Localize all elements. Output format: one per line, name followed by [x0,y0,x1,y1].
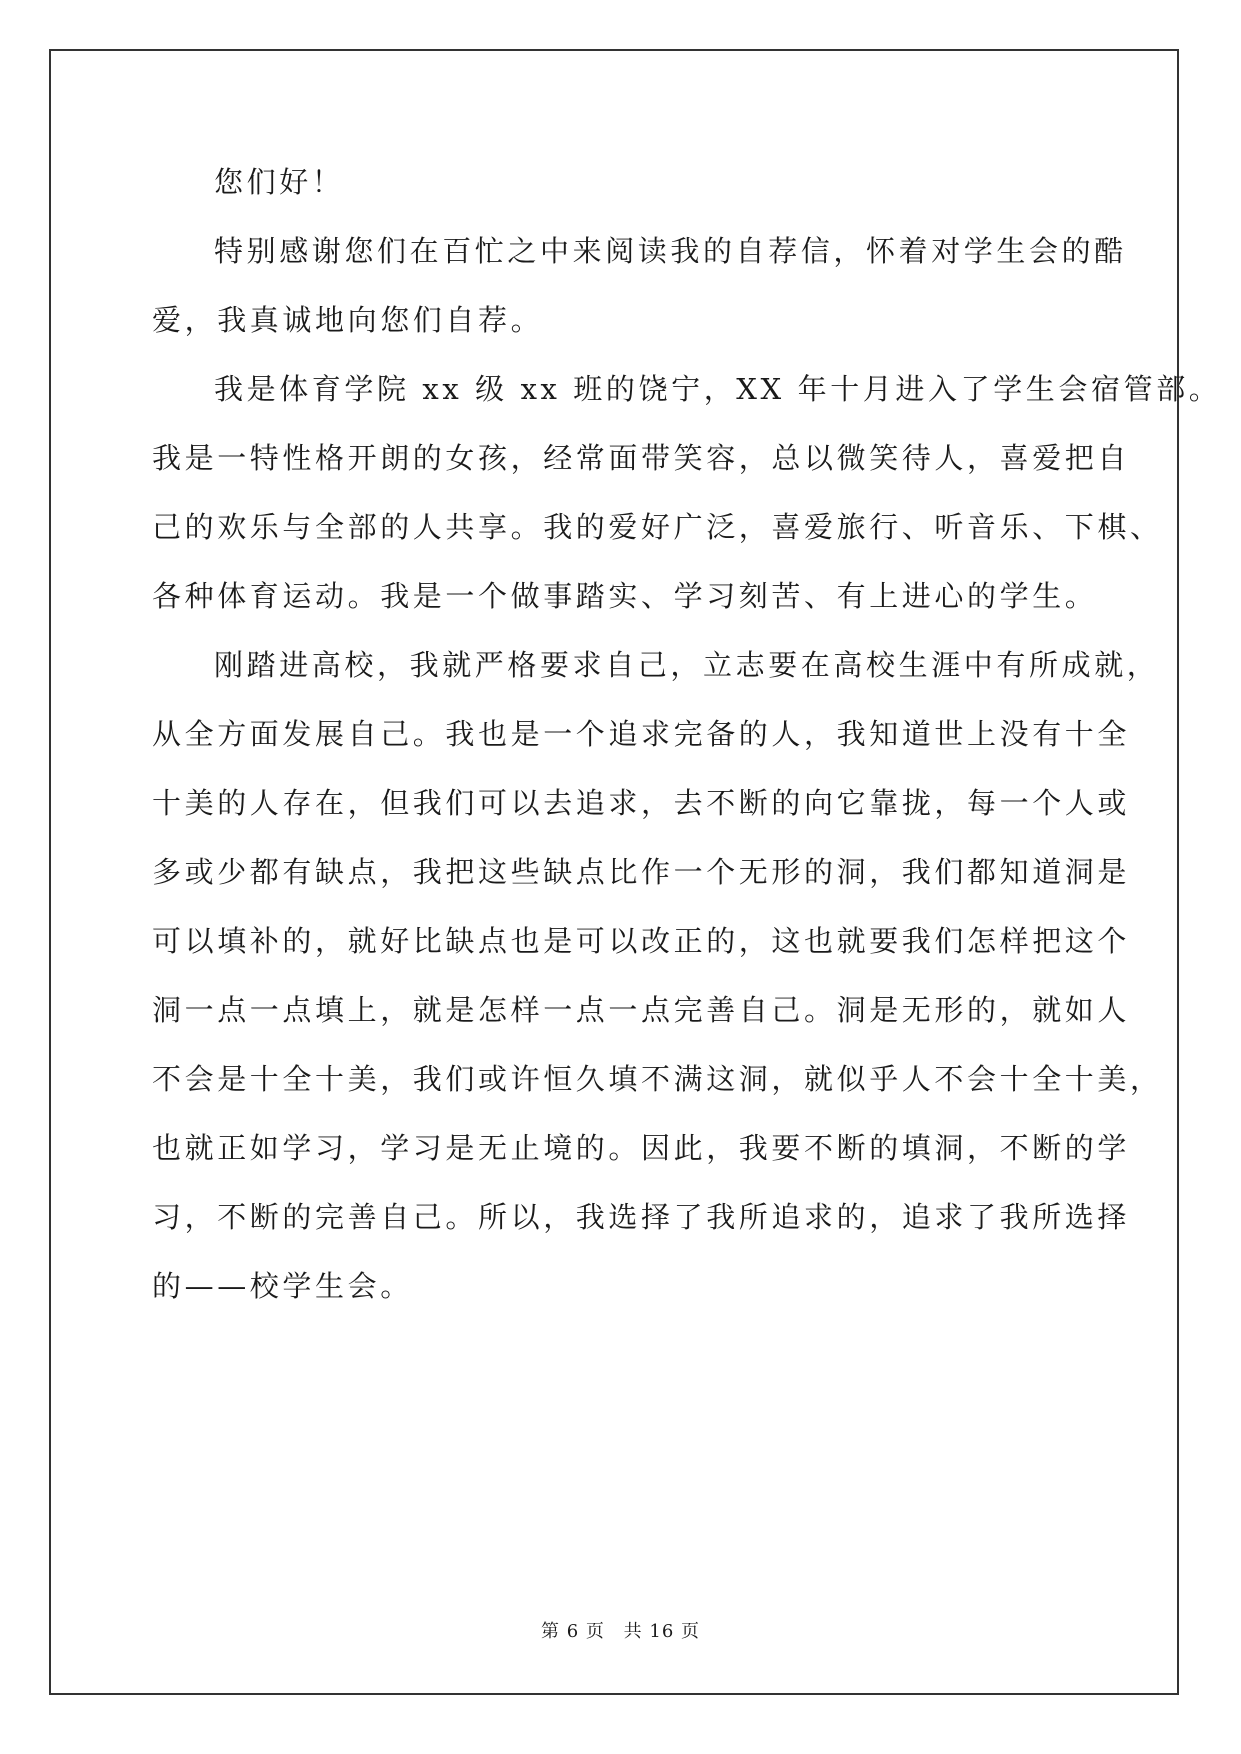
text-line: 各种体育运动。我是一个做事踏实、学习刻苦、有上进心的学生。 [152,579,1098,613]
text-line: 爱，我真诚地向您们自荐。 [152,303,544,337]
page-footer [0,1620,1241,1644]
text-line: 特别感谢您们在百忙之中来阅读我的自荐信，怀着对学生会的酷 [214,234,1127,268]
text-line: 也就正如学习，学习是无止境的。因此，我要不断的填洞，不断的学 [152,1131,1131,1165]
text-line: 从全方面发展自己。我也是一个追求完备的人，我知道世上没有十全 [152,717,1131,751]
text-line: 我是体育学院 xx 级 xx 班的饶宁，XX 年十月进入了学生会宿管部。 [214,372,1222,406]
text-line: 不会是十全十美，我们或许恒久填不满这洞，就似乎人不会十全十美， [152,1062,1163,1096]
text-line: 习，不断的完善自己。所以，我选择了我所追求的，追求了我所选择 [152,1200,1131,1234]
text-line: 十美的人存在，但我们可以去追求，去不断的向它靠拢，每一个人或 [152,786,1131,820]
text-line: 洞一点一点填上，就是怎样一点一点完善自己。洞是无形的，就如人 [152,993,1131,1027]
text-line: 刚踏进高校，我就严格要求自己，立志要在高校生涯中有所成就， [214,648,1160,682]
text-line: 己的欢乐与全部的人共享。我的爱好广泛，喜爱旅行、听音乐、下棋、 [152,510,1163,544]
page-number: 第 6 页 [541,1621,605,1642]
page-total: 共 16 页 [623,1621,700,1642]
greeting-line: 您们好！ [214,165,345,199]
text-line: 多或少都有缺点，我把这些缺点比作一个无形的洞，我们都知道洞是 [152,855,1131,889]
text-line: 的——校学生会。 [152,1269,413,1303]
text-line: 可以填补的，就好比缺点也是可以改正的，这也就要我们怎样把这个 [152,924,1131,958]
text-line: 我是一特性格开朗的女孩，经常面带笑容，总以微笑待人，喜爱把自 [152,441,1131,475]
